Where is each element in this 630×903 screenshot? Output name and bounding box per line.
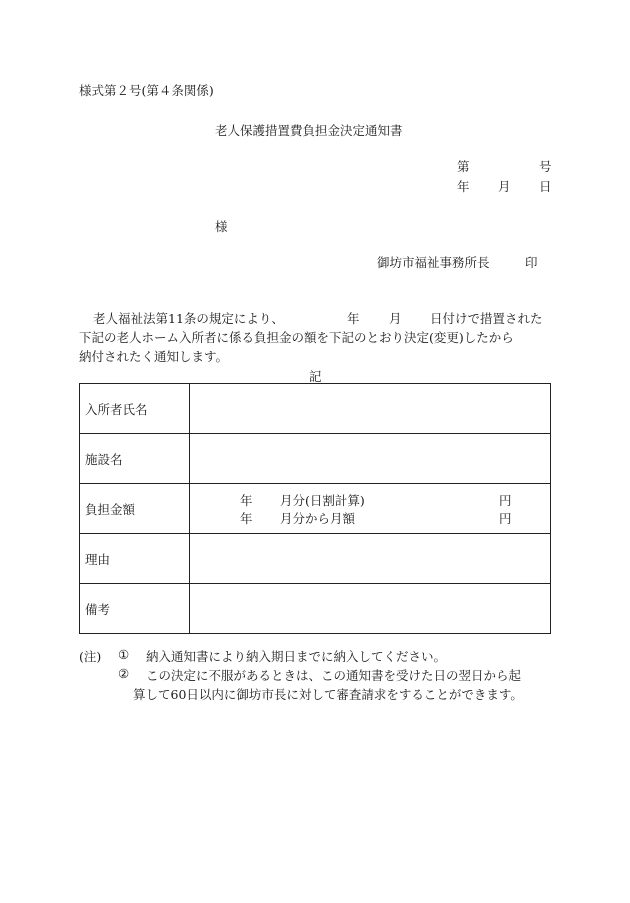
amount-label: 負担金額 [80, 484, 190, 534]
body-line-1-month: 月 [389, 311, 402, 326]
table-row [80, 584, 551, 634]
seal-mark: 印 [525, 255, 538, 270]
note-1-mark: ① [118, 647, 130, 662]
document-title: 老人保護措置費負担金決定通知書 [215, 123, 403, 138]
note-2-mark: ② [118, 666, 130, 681]
remarks-label: 備考 [80, 584, 190, 634]
amount-1-year: 年 [240, 492, 253, 508]
date-day: 日 [539, 179, 552, 194]
table-row [80, 384, 551, 434]
note-1-text: 納入通知書により納入期日までに納入してください。 [146, 649, 447, 664]
date-year: 年 [457, 179, 470, 194]
doc-number-prefix: 第 [457, 159, 470, 174]
table-row [80, 434, 551, 484]
recipient-suffix: 様 [215, 219, 228, 234]
note-2-text-1: この決定に不服があるときは、この通知書を受けた日の翌日から起 [146, 668, 522, 683]
body-line-2: 下記の老人ホーム入所者に係る負担金の額を下記のとおり決定(変更)したから [79, 330, 514, 345]
body-line-1-b: 日付けで措置された [430, 311, 543, 326]
details-table [79, 383, 551, 634]
amount-line-2 [191, 509, 549, 527]
amount-2-detail: 月分から月額 [280, 510, 356, 526]
amount-1-detail: 月分(日割計算) [280, 492, 365, 508]
amount-1-yen: 円 [499, 492, 512, 508]
notes-label: (注) [79, 649, 102, 664]
table-row [80, 484, 551, 534]
name-label: 入所者氏名 [80, 384, 190, 434]
form-number-label: 様式第２号(第４条関係) [79, 83, 214, 98]
date-month: 月 [498, 179, 511, 194]
name-value-cell [190, 384, 551, 434]
issuer-name: 御坊市福祉事務所長 [377, 255, 490, 270]
remarks-value-cell [190, 584, 551, 634]
body-line-1-year: 年 [347, 311, 360, 326]
doc-number-suffix: 号 [539, 159, 552, 174]
reason-label: 理由 [80, 534, 190, 584]
body-line-3: 納付されたく通知します。 [79, 349, 229, 364]
facility-value-cell [190, 434, 551, 484]
facility-label: 施設名 [80, 434, 190, 484]
amount-line-1 [191, 491, 549, 509]
reason-value-cell [190, 534, 551, 584]
table-row [80, 534, 551, 584]
amount-value-cell [190, 484, 551, 534]
ki-heading: 記 [309, 369, 322, 384]
note-2-text-2: 算して60日以内に御坊市長に対して審査請求をすることができます。 [133, 687, 523, 702]
amount-2-yen: 円 [499, 510, 512, 526]
body-line-1-a: 老人福祉法第11条の規定により、 [93, 311, 284, 326]
amount-2-year: 年 [240, 510, 253, 526]
